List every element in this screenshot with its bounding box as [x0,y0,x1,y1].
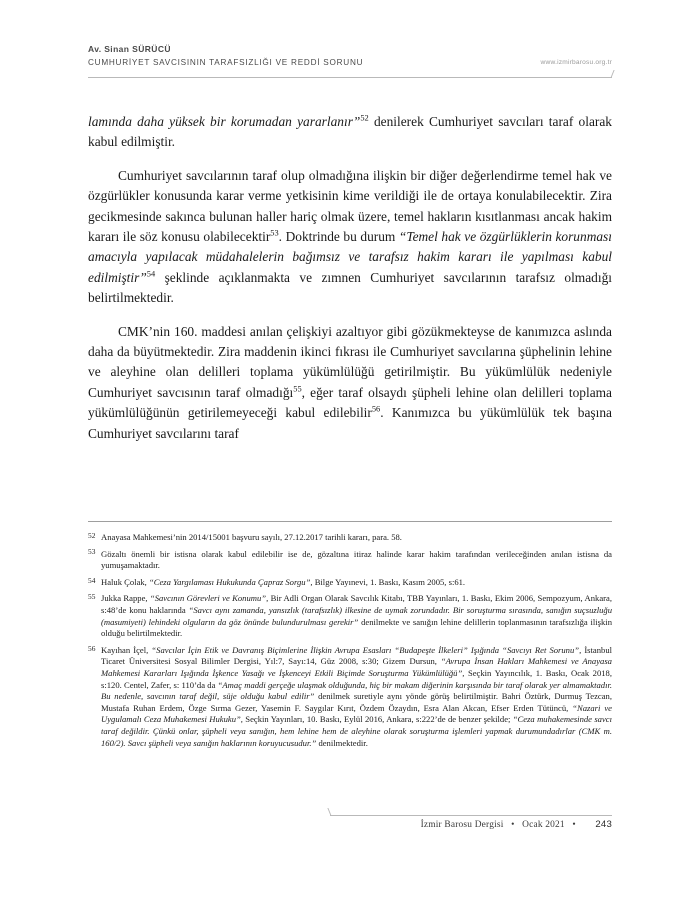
footnote-52-text: Anayasa Mahkemesi’nin 2014/15001 başvuru sayılı, 27.12.2017 tarihli kararı, para. 58. [101,532,402,542]
footnote-55-text: denilmekte ve sanığın lehine delillerin toplanmasının tarafsızlığa ilişkin olduğu belirtilmektedir. [101,616,612,639]
footer-page-number: 243 [595,819,612,830]
para-2-footnote-ref: 54 [146,269,156,279]
para-3 [88,322,612,444]
footnote-56-text: denilmektedir. [316,737,368,748]
header-divider [88,77,612,78]
header-article-title: CUMHURİYET SAVCISININ TARAFSIZLIĞI VE REDDİ SORUNU [88,58,364,67]
footnote-54 [88,577,612,589]
para-3-text: , eğer taraf olsaydı şüpheli lehine olan delilleri toplama yükümlülüğünün getirilemeyeceği kabul edilebilir [88,384,613,421]
para-1-text: denilerek Cumhuriyet savcıları taraf olarak kabul edilmiştir. [88,114,612,150]
footnote-55-text: , Bir Adli Organ Olarak Savcılık Kitabı, TBB Yayınları, 1. Baskı, Ekim 2006, Sempozyum, Ankara, s:48’de konu haklarında [101,593,612,615]
footer-divider [330,815,612,816]
footer-dot-2: • [572,820,576,830]
page-footer [421,819,612,830]
footnote-55 [88,593,612,639]
footnote-55-number: 55 [88,592,96,602]
para-2-text: . Doktrinde bu durum [278,229,399,245]
para-1-quote: lamında daha yüksek bir korumadan yararlanır” [88,114,361,129]
footnote-list [88,532,612,754]
footnote-55-text: Jukka Rappe, [101,593,150,604]
para-2-footnote-ref: 53 [270,228,279,238]
footnote-56-text: , Seçkin Yayıncılık, 1. Baskı, Ocak 2018, s:120. Centel, Zafer, s: 110’da da [101,667,613,690]
para-3-footnote-ref: 56 [371,404,381,414]
footnote-56-quote: “Nazari ve Uygulamalı Ceza Muhakemesi Hukuku” [101,702,612,725]
para-1 [88,112,612,153]
header-row [88,58,612,67]
header-website-url: www.izmirbarosu.org.tr [540,59,612,66]
footnote-56-text: denilmek suretiyle aynı yönde görüş belirtilmiştir. Bahri Öztürk, Durmuş Tezcan, Mustafa Ruhan Erdem, Özge Sırma Gezer, Yasemin F. Saygılar Kırıt, Özdem Özaydın, Esra Alan Akcan, Efser Erden Tütüncü, [101,691,612,713]
footnote-56-text: , Seçkin Yayınları, 10. Baskı, Eylül 2016, Ankara, s:222’de de benzer şekilde; [240,714,513,725]
footnote-54-text: , Bilge Yayınevi, 1. Baskı, Kasım 2005, s:61. [310,576,466,587]
footnote-56 [88,645,612,749]
footnote-54-text: Haluk Çolak, [101,576,149,587]
para-3-text: CMK’nin 160. maddesi anılan çelişkiyi azaltıyor gibi gözükmekteyse de kanımızca aslında daha da büyütmektedir. Zira maddenin ikinci fıkrası ile Cumhuriyet savcılarına şüphelinin lehine ve aleyhine olan delilleri toplama yükümlülüğü getirilmiştir. Bu yükümlülük nedeniyle Cumhuriyet savcısının taraf olmadığı [88,323,612,400]
footnote-56-quote: “Ceza muhakemesinde savcı taraf değildir. Çünkü onlar, şüpheli veya sanığın, hem lehine hem de aleyhine olarak soruşturma işlemleri yapmak durumundadırlar (CMK m. 160/2). Savcı şüpheli veya sanığın haklarının koruyucusudur.” [101,714,612,748]
footnote-56-text: , İstanbul Ticaret Üniversitesi Sosyal Bilimler Dergisi, Yıl:7, Sayı:14, Güz 2008, s:30; Gizem Dursun, [101,644,613,667]
para-2-text: Cumhuriyet savcılarının taraf olup olmadığına ilişkin bir diğer değerlendirme temel hak ve özgürlükler konusunda karar verme yetkisinin kime verildiği ile de ortaya konulabilecektir. Zira gecikmesinde sakınca bulunan haller hariç olmak üzere, temel hakların kısıtlanması ancak hakim kararı ile söz konusu olabilecektir [88,167,612,245]
footnote-56-quote: “Avrupa İnsan Hakları Mahkemesi ve Anayasa Mahkemesi Kararları Işığında İşkence Yasağı ve İşkenceyi Etkili Biçimde Soruşturma Yükümlülüğü” [101,656,612,678]
footnote-54-quote: “Ceza Yargılaması Hukukunda Çapraz Sorgu” [148,576,311,587]
footnote-53-text: Gözaltı önemli bir istisna olarak kabul edilebilir ise de, gözaltına itiraz halinde karar hakim tarafından verileceğinden anılan istisna da yumuşamaktadır. [101,548,612,571]
footer-issue: Ocak 2021 [522,820,565,830]
para-3-text: . Kanımızca bu yükümlülük tek başına Cumhuriyet savcılarını taraf [88,405,612,441]
footnote-55-quote: “Savcı aynı zamanda, yansızlık (tarafsızlık) ilkesine de uymak zorundadır. Bir soruşturma sırasında, sanığın suçsuzluğu (masumiyeti) lehindeki olguların da göz önünde bulundurulması gerekir” [101,604,612,627]
footnote-54-number: 54 [88,575,96,585]
footnote-56-quote: “Amaç maddi gerçeğe ulaşmak olduğunda, hiç bir makam diğerinin karşısında bir taraf olarak yer almamaktadır. Bu nedenle, savcının taraf değil, süje olduğu kabul edilir” [101,679,612,702]
para-2-text: şeklinde açıklanmakta ve zımnen Cumhuriyet savcılarının tarafsız olmadığı belirtilmektedir. [88,269,612,306]
footnote-56-quote: “Savcılar İçin Etik ve Davranış Biçimlerine İlişkin Avrupa Esasları “Budapeşte İlkeleri” Işığında “Savcıyı Ret Sorunu” [151,644,580,655]
para-2 [88,166,612,309]
footnote-divider [88,521,612,522]
header-author: Av. Sinan SÜRÜCÜ [88,44,171,54]
page-header [88,44,612,67]
footnote-56-number: 56 [88,643,96,653]
para-2-quote: “Temel hak ve özgürlüklerin korunması amacıyla yapılacak müdahalelerin bağımsız ve tarafsız hakim kararı ile yapılması kabul edilmiştir” [88,229,612,285]
footnote-53-number: 53 [88,547,96,557]
footnote-52 [88,532,612,544]
footnote-52-number: 52 [88,530,96,540]
footer-dot-1: • [511,820,515,830]
para-3-footnote-ref: 55 [293,384,302,394]
footnote-56-text: Kayıhan İçel, [101,644,152,655]
footnote-55-quote: “Savcının Görevleri ve Konumu” [149,593,267,604]
footnote-53 [88,549,612,572]
body-text [88,112,612,457]
footer-journal-name: İzmir Barosu Dergisi [420,820,504,830]
para-1-footnote-ref: 52 [360,113,369,123]
